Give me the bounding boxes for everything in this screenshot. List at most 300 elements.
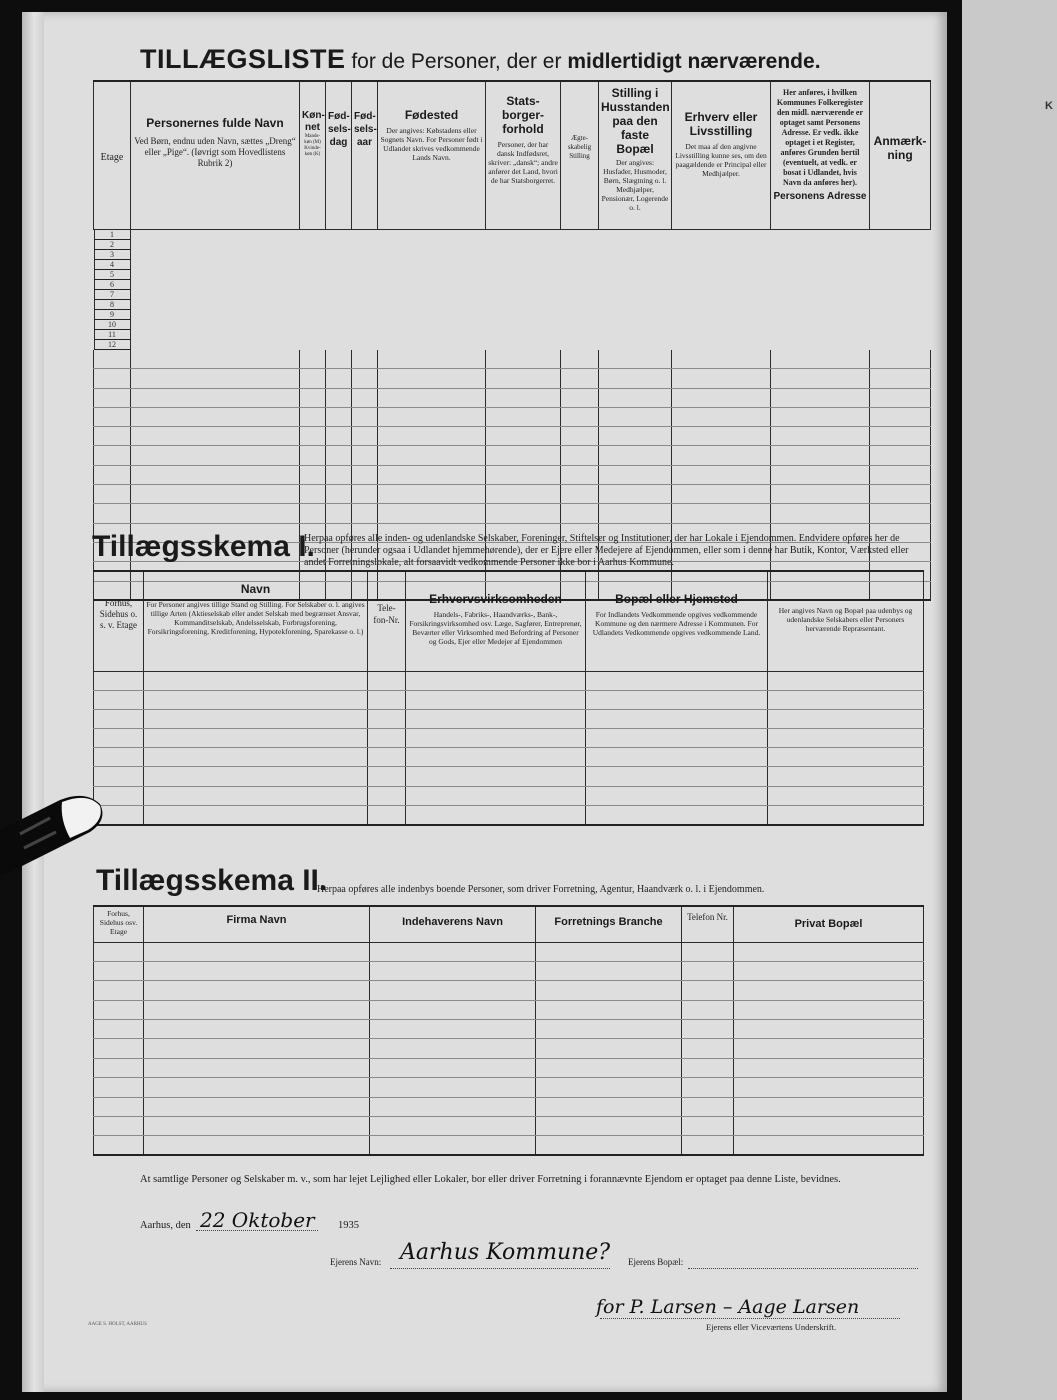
s1-col-name: Navn For Personer angives tillige Stand og Stilling. For Selskaber o. l. angives tillige Arten (Aktieselskab eller andet Selskab med begrænset Ansvar, Kommanditselskab, Andelsselskab, Forbrugsforening, Forsikringsforening, Kreditforening, Hypotekforening, Sparekasse o. l.)	[144, 571, 368, 671]
table-cell	[144, 748, 368, 767]
table-cell	[378, 427, 486, 446]
table-cell	[734, 1039, 924, 1058]
table-cell	[536, 1117, 682, 1136]
main-list-title	[140, 44, 821, 75]
table-row	[94, 1039, 924, 1058]
table-cell	[94, 465, 131, 484]
table-cell	[870, 369, 931, 388]
title-rest: for de Personer, der er	[351, 50, 562, 73]
s1-col-representative: Her angives Navn og Bopæl paa udenbys og udenlandske Selskabers eller Personers herværende Repræsentant.	[768, 571, 924, 671]
table-row	[94, 1000, 924, 1019]
table-cell	[586, 729, 768, 748]
table-cell	[300, 388, 326, 407]
table-cell	[734, 1136, 924, 1155]
table-cell	[406, 748, 586, 767]
table-cell	[131, 388, 300, 407]
col-birthyear: Fød-sels-aar	[352, 81, 378, 229]
table-cell	[144, 709, 368, 728]
table-cell	[131, 369, 300, 388]
table-cell	[486, 446, 561, 465]
table-cell	[561, 465, 599, 484]
page-binding-edge	[22, 12, 44, 1392]
table-cell	[586, 786, 768, 805]
table-cell	[300, 485, 326, 504]
table-cell	[326, 407, 352, 426]
table-cell	[144, 1097, 370, 1116]
table-cell	[734, 981, 924, 1000]
table-cell	[682, 961, 734, 980]
table-cell	[370, 942, 536, 961]
table-cell	[486, 427, 561, 446]
col-citizenship: Stats-borger-forhold Personer, der har dansk Indfødsret, skriver: „dansk“; andre anfører det Land, hvori de har Statsborgerret.	[486, 81, 561, 229]
table-cell	[144, 671, 368, 690]
date-line	[196, 1230, 318, 1231]
table-cell	[682, 1078, 734, 1097]
table-cell	[734, 1000, 924, 1019]
owner-name-label: Ejerens Navn:	[330, 1257, 382, 1267]
schema2-description: Herpaa opføres alle indenbys boende Personer, som driver Forretning, Agentur, Haandværk o. l. i Ejendommen.	[317, 884, 765, 895]
table-cell	[131, 427, 300, 446]
table-cell	[870, 427, 931, 446]
table-cell	[144, 1000, 370, 1019]
table-row	[94, 671, 924, 690]
table-cell	[368, 748, 406, 767]
table-cell	[768, 729, 924, 748]
table-cell	[870, 465, 931, 484]
table-cell	[94, 961, 144, 980]
page-clamp-icon	[0, 790, 110, 880]
table-cell	[94, 1078, 144, 1097]
table-cell	[682, 942, 734, 961]
table-cell	[536, 1078, 682, 1097]
table-cell	[368, 671, 406, 690]
table-cell	[682, 1000, 734, 1019]
table-cell	[486, 465, 561, 484]
table-cell	[94, 388, 131, 407]
table-cell	[326, 485, 352, 504]
table-cell	[144, 961, 370, 980]
table-cell	[94, 1117, 144, 1136]
col-address: Her anføres, i hvilken Kommunes Folkeregister den midl. nærværende er optaget samt Personens Adresse. Er vedk. ikke optaget i et Register, anføres Grunden hertil (eventuelt, at vedk. er bosat i Udlandet, hvis Navn da anføres her). Personens Adresse	[771, 81, 870, 229]
table-cell	[144, 981, 370, 1000]
col-remarks: Anmærk-ning	[870, 81, 931, 229]
table-row	[94, 1058, 924, 1077]
table-cell	[300, 350, 326, 369]
table-row	[94, 1117, 924, 1136]
table-cell	[378, 485, 486, 504]
table-cell	[378, 446, 486, 465]
table-cell	[144, 729, 368, 748]
table-cell	[352, 485, 378, 504]
table-cell	[536, 1020, 682, 1039]
table-cell	[672, 485, 771, 504]
table-cell	[378, 388, 486, 407]
schema1-title: Tillægsskema I.	[92, 530, 315, 563]
table-cell	[771, 350, 870, 369]
main-list-table	[93, 80, 931, 601]
table-row	[94, 981, 924, 1000]
table-cell	[131, 504, 300, 523]
table-cell	[406, 690, 586, 709]
table-cell	[326, 465, 352, 484]
table-row	[94, 767, 924, 786]
table-cell	[368, 786, 406, 805]
handwritten-owner-name: Aarhus Kommune?	[400, 1240, 611, 1265]
table-cell	[406, 671, 586, 690]
table-cell	[682, 1097, 734, 1116]
table-row	[94, 350, 931, 369]
table-cell	[771, 427, 870, 446]
table-cell	[370, 1117, 536, 1136]
schema2-header-row	[94, 906, 924, 942]
table-cell	[352, 427, 378, 446]
table-cell	[94, 446, 131, 465]
table-cell	[94, 981, 144, 1000]
table-row	[94, 465, 931, 484]
table-cell	[870, 504, 931, 523]
table-cell	[586, 690, 768, 709]
table-cell	[599, 485, 672, 504]
table-cell	[486, 350, 561, 369]
table-cell	[536, 981, 682, 1000]
table-cell	[536, 1097, 682, 1116]
table-cell	[586, 748, 768, 767]
table-cell	[672, 446, 771, 465]
table-cell	[486, 388, 561, 407]
table-cell	[378, 350, 486, 369]
table-row	[94, 961, 924, 980]
table-cell	[734, 1117, 924, 1136]
table-cell	[94, 729, 144, 748]
table-cell	[771, 465, 870, 484]
printer-imprint: AAGE S. HOLST, AARHUS	[88, 1322, 147, 1327]
table-cell	[486, 485, 561, 504]
table-cell	[599, 465, 672, 484]
table-cell	[672, 465, 771, 484]
table-cell	[682, 981, 734, 1000]
s2-col-owner: Indehaverens Navn	[370, 906, 536, 942]
table-cell	[768, 767, 924, 786]
table-cell	[300, 427, 326, 446]
table-cell	[370, 1000, 536, 1019]
table-row	[94, 388, 931, 407]
table-cell	[561, 427, 599, 446]
table-cell	[144, 1058, 370, 1077]
table-cell	[94, 1039, 144, 1058]
table-cell	[378, 407, 486, 426]
schema1-table	[93, 570, 924, 826]
table-cell	[94, 1000, 144, 1019]
table-cell	[378, 369, 486, 388]
table-cell	[300, 446, 326, 465]
owner-address-line	[688, 1268, 918, 1269]
table-row	[94, 485, 931, 504]
table-cell	[536, 942, 682, 961]
table-cell	[599, 407, 672, 426]
s2-col-firm: Firma Navn	[144, 906, 370, 942]
table-cell	[768, 805, 924, 824]
table-cell	[870, 407, 931, 426]
s2-col-private: Privat Bopæl	[734, 906, 924, 942]
table-cell	[144, 1136, 370, 1155]
s1-col-business: Erhvervsvirksomheden Handels-, Fabriks-, Haandværks-, Bank-, Forsikringsvirksomhed osv. Læge, Sagfører, Entreprenør, Beværter eller Virksomhed med Befordring af Personer og Gods, Ejer eller Medejer af Ejendommen	[406, 571, 586, 671]
table-cell	[370, 981, 536, 1000]
owner-address-label: Ejerens Bopæl:	[628, 1257, 684, 1267]
table-cell	[771, 485, 870, 504]
table-cell	[768, 786, 924, 805]
table-cell	[94, 369, 131, 388]
table-cell	[536, 1136, 682, 1155]
signature-label: Ejerens eller Viceværtens Underskrift.	[706, 1322, 837, 1332]
table-cell	[406, 767, 586, 786]
table-cell	[672, 350, 771, 369]
table-cell	[561, 369, 599, 388]
col-marital: Ægte-skabelig Stilling	[561, 81, 599, 229]
table-cell	[94, 1020, 144, 1039]
col-occupation: Erhverv eller Livsstilling Det maa af den angivne Livsstilling kunne ses, om den paagældende er Principal eller Medhjælper.	[672, 81, 771, 229]
table-cell	[734, 1097, 924, 1116]
table-cell	[734, 961, 924, 980]
col-household: Stilling i Husstanden paa den faste Bopæl Der angives: Husfader, Husmoder, Børn, Slægtning o. l. Medhjælper, Pensionær, Logerende o. l.	[599, 81, 672, 229]
table-cell	[131, 446, 300, 465]
table-cell	[94, 1136, 144, 1155]
table-cell	[94, 748, 144, 767]
adjacent-page-letter: K	[1045, 100, 1053, 112]
table-row	[94, 805, 924, 824]
table-row	[94, 748, 924, 767]
table-cell	[368, 767, 406, 786]
schema2-title: Tillægsskema II.	[96, 864, 328, 897]
table-cell	[94, 504, 131, 523]
table-cell	[561, 388, 599, 407]
s2-col-phone: Telefon Nr.	[682, 906, 734, 942]
table-row	[94, 709, 924, 728]
column-number-row: 1 2 3 4 5 6 7 8 9 10 11 12	[94, 229, 931, 350]
table-row	[94, 729, 924, 748]
table-cell	[486, 407, 561, 426]
table-cell	[771, 446, 870, 465]
table-row	[94, 1020, 924, 1039]
table-cell	[599, 446, 672, 465]
col-etage: Etage	[94, 81, 131, 229]
table-cell	[771, 369, 870, 388]
table-cell	[370, 1136, 536, 1155]
adjacent-page	[962, 0, 1057, 1400]
table-cell	[144, 942, 370, 961]
col-name: Personernes fulde Navn Ved Børn, endnu uden Navn, sættes „Dreng“ eller „Pige“. (Iøvrigt som Hovedlistens Rubrik 2)	[131, 81, 300, 229]
handwritten-signature: for P. Larsen – Aage Larsen	[596, 1296, 860, 1318]
attestation-text: At samtlige Personer og Selskaber m. v., som har lejet Lejlighed eller Lokaler, bor eller driver Forretning i forannævnte Ejendom er optaget paa denne Liste, bevidnes.	[140, 1174, 841, 1185]
table-cell	[672, 427, 771, 446]
table-cell	[771, 504, 870, 523]
table-cell	[682, 1136, 734, 1155]
table-cell	[870, 485, 931, 504]
table-cell	[326, 427, 352, 446]
table-cell	[94, 1058, 144, 1077]
table-cell	[94, 690, 144, 709]
table-cell	[406, 729, 586, 748]
table-row	[94, 690, 924, 709]
table-row	[94, 446, 931, 465]
table-cell	[870, 446, 931, 465]
schema1-header-row	[94, 571, 924, 671]
title-bold-phrase: midlertidigt nærværende.	[567, 50, 821, 73]
table-cell	[672, 369, 771, 388]
table-cell	[326, 504, 352, 523]
table-cell	[370, 1078, 536, 1097]
table-row	[94, 427, 931, 446]
table-cell	[300, 504, 326, 523]
table-cell	[561, 485, 599, 504]
table-cell	[406, 709, 586, 728]
schema1-body	[94, 671, 924, 825]
table-cell	[352, 388, 378, 407]
signature-line	[600, 1318, 900, 1319]
table-cell	[734, 1058, 924, 1077]
table-cell	[368, 805, 406, 824]
table-cell	[599, 504, 672, 523]
table-cell	[682, 1039, 734, 1058]
table-cell	[144, 1117, 370, 1136]
table-cell	[586, 805, 768, 824]
s1-col-residence: Bopæl eller Hjemsted For Indlandets Vedkommende opgives vedkommende Kommune og den nærmere Adresse i Kommunen. For Udlandets Vedkommende opgives vedkommende Land.	[586, 571, 768, 671]
table-cell	[672, 388, 771, 407]
table-cell	[144, 1078, 370, 1097]
table-cell	[682, 1058, 734, 1077]
table-cell	[352, 350, 378, 369]
table-cell	[599, 427, 672, 446]
table-cell	[94, 709, 144, 728]
table-cell	[144, 690, 368, 709]
table-cell	[94, 485, 131, 504]
table-cell	[599, 369, 672, 388]
table-row	[94, 1136, 924, 1155]
table-cell	[378, 465, 486, 484]
table-cell	[599, 350, 672, 369]
col-sex: Køn-net Mands-køn (M) Kvinde-køn (K)	[300, 81, 326, 229]
table-cell	[771, 388, 870, 407]
table-cell	[144, 1020, 370, 1039]
table-cell	[768, 709, 924, 728]
owner-name-line	[390, 1268, 610, 1269]
s1-col-phone: Tele-fon-Nr.	[368, 571, 406, 671]
table-row	[94, 1078, 924, 1097]
s2-col-branch: Forretnings Branche	[536, 906, 682, 942]
table-cell	[768, 690, 924, 709]
table-cell	[370, 1039, 536, 1058]
table-cell	[352, 504, 378, 523]
table-cell	[94, 767, 144, 786]
table-cell	[599, 388, 672, 407]
table-cell	[586, 709, 768, 728]
table-cell	[94, 1097, 144, 1116]
col-birthplace: Fødested Der angives: Købstadens eller Sognets Navn. For Personer født i Udlandet skrives vedkommende Lands Navn.	[378, 81, 486, 229]
table-cell	[352, 407, 378, 426]
table-cell	[94, 407, 131, 426]
table-cell	[94, 671, 144, 690]
schema2-body	[94, 942, 924, 1155]
schema2-table	[93, 905, 924, 1156]
table-cell	[536, 1000, 682, 1019]
s2-col-floor: Forhus, Sidehus osv. Etage	[94, 906, 144, 942]
table-cell	[734, 942, 924, 961]
table-cell	[368, 729, 406, 748]
table-cell	[326, 388, 352, 407]
table-cell	[870, 350, 931, 369]
table-cell	[734, 1020, 924, 1039]
table-cell	[734, 1078, 924, 1097]
table-cell	[131, 485, 300, 504]
table-row	[94, 942, 924, 961]
table-cell	[131, 407, 300, 426]
table-cell	[370, 1097, 536, 1116]
table-cell	[144, 805, 368, 824]
table-cell	[870, 388, 931, 407]
main-list-header-row	[94, 81, 931, 229]
table-cell	[561, 446, 599, 465]
table-cell	[144, 786, 368, 805]
table-cell	[370, 1058, 536, 1077]
table-cell	[561, 407, 599, 426]
schema1-description: Herpaa opføres alle inden- og udenlandske Selskaber, Foreninger, Stiftelser og Institutioner, der har Lokale i Ejendommen. Endvidere opføres her de Personer (herunder ogsaa i Udlandet hjemmehørende), der er Ejere eller Medejere af Ejendommen, eller som i denne har Butik, Kontor, Værksted eller andet Forretningslokale, alt forsaavidt vedkommende Personer ikke bor i Aarhus Kommune.	[304, 533, 909, 568]
table-cell	[94, 427, 131, 446]
table-cell	[352, 369, 378, 388]
table-cell	[561, 504, 599, 523]
year: 1935	[338, 1220, 359, 1231]
table-cell	[131, 465, 300, 484]
table-cell	[300, 407, 326, 426]
title-main-word: TILLÆGSLISTE	[140, 44, 346, 74]
table-cell	[326, 350, 352, 369]
table-cell	[771, 407, 870, 426]
table-cell	[406, 805, 586, 824]
table-cell	[368, 690, 406, 709]
table-cell	[586, 671, 768, 690]
table-cell	[370, 961, 536, 980]
s1-col-floor: Forhus, Sidehus o. s. v. Etage	[94, 571, 144, 671]
table-cell	[352, 446, 378, 465]
table-cell	[682, 1020, 734, 1039]
table-cell	[536, 961, 682, 980]
table-cell	[768, 671, 924, 690]
table-cell	[94, 942, 144, 961]
table-cell	[486, 504, 561, 523]
table-cell	[672, 407, 771, 426]
table-cell	[768, 748, 924, 767]
table-cell	[94, 350, 131, 369]
table-cell	[672, 504, 771, 523]
table-cell	[536, 1058, 682, 1077]
handwritten-date: 22 Oktober	[200, 1208, 315, 1232]
table-cell	[561, 350, 599, 369]
table-cell	[300, 369, 326, 388]
table-cell	[370, 1020, 536, 1039]
table-cell	[326, 446, 352, 465]
table-cell	[352, 465, 378, 484]
table-cell	[378, 504, 486, 523]
table-cell	[300, 465, 326, 484]
table-cell	[586, 767, 768, 786]
table-row	[94, 1097, 924, 1116]
table-cell	[368, 709, 406, 728]
table-row	[94, 369, 931, 388]
table-cell	[486, 369, 561, 388]
table-cell	[536, 1039, 682, 1058]
table-row	[94, 407, 931, 426]
table-cell	[326, 369, 352, 388]
table-cell	[682, 1117, 734, 1136]
table-cell	[131, 350, 300, 369]
